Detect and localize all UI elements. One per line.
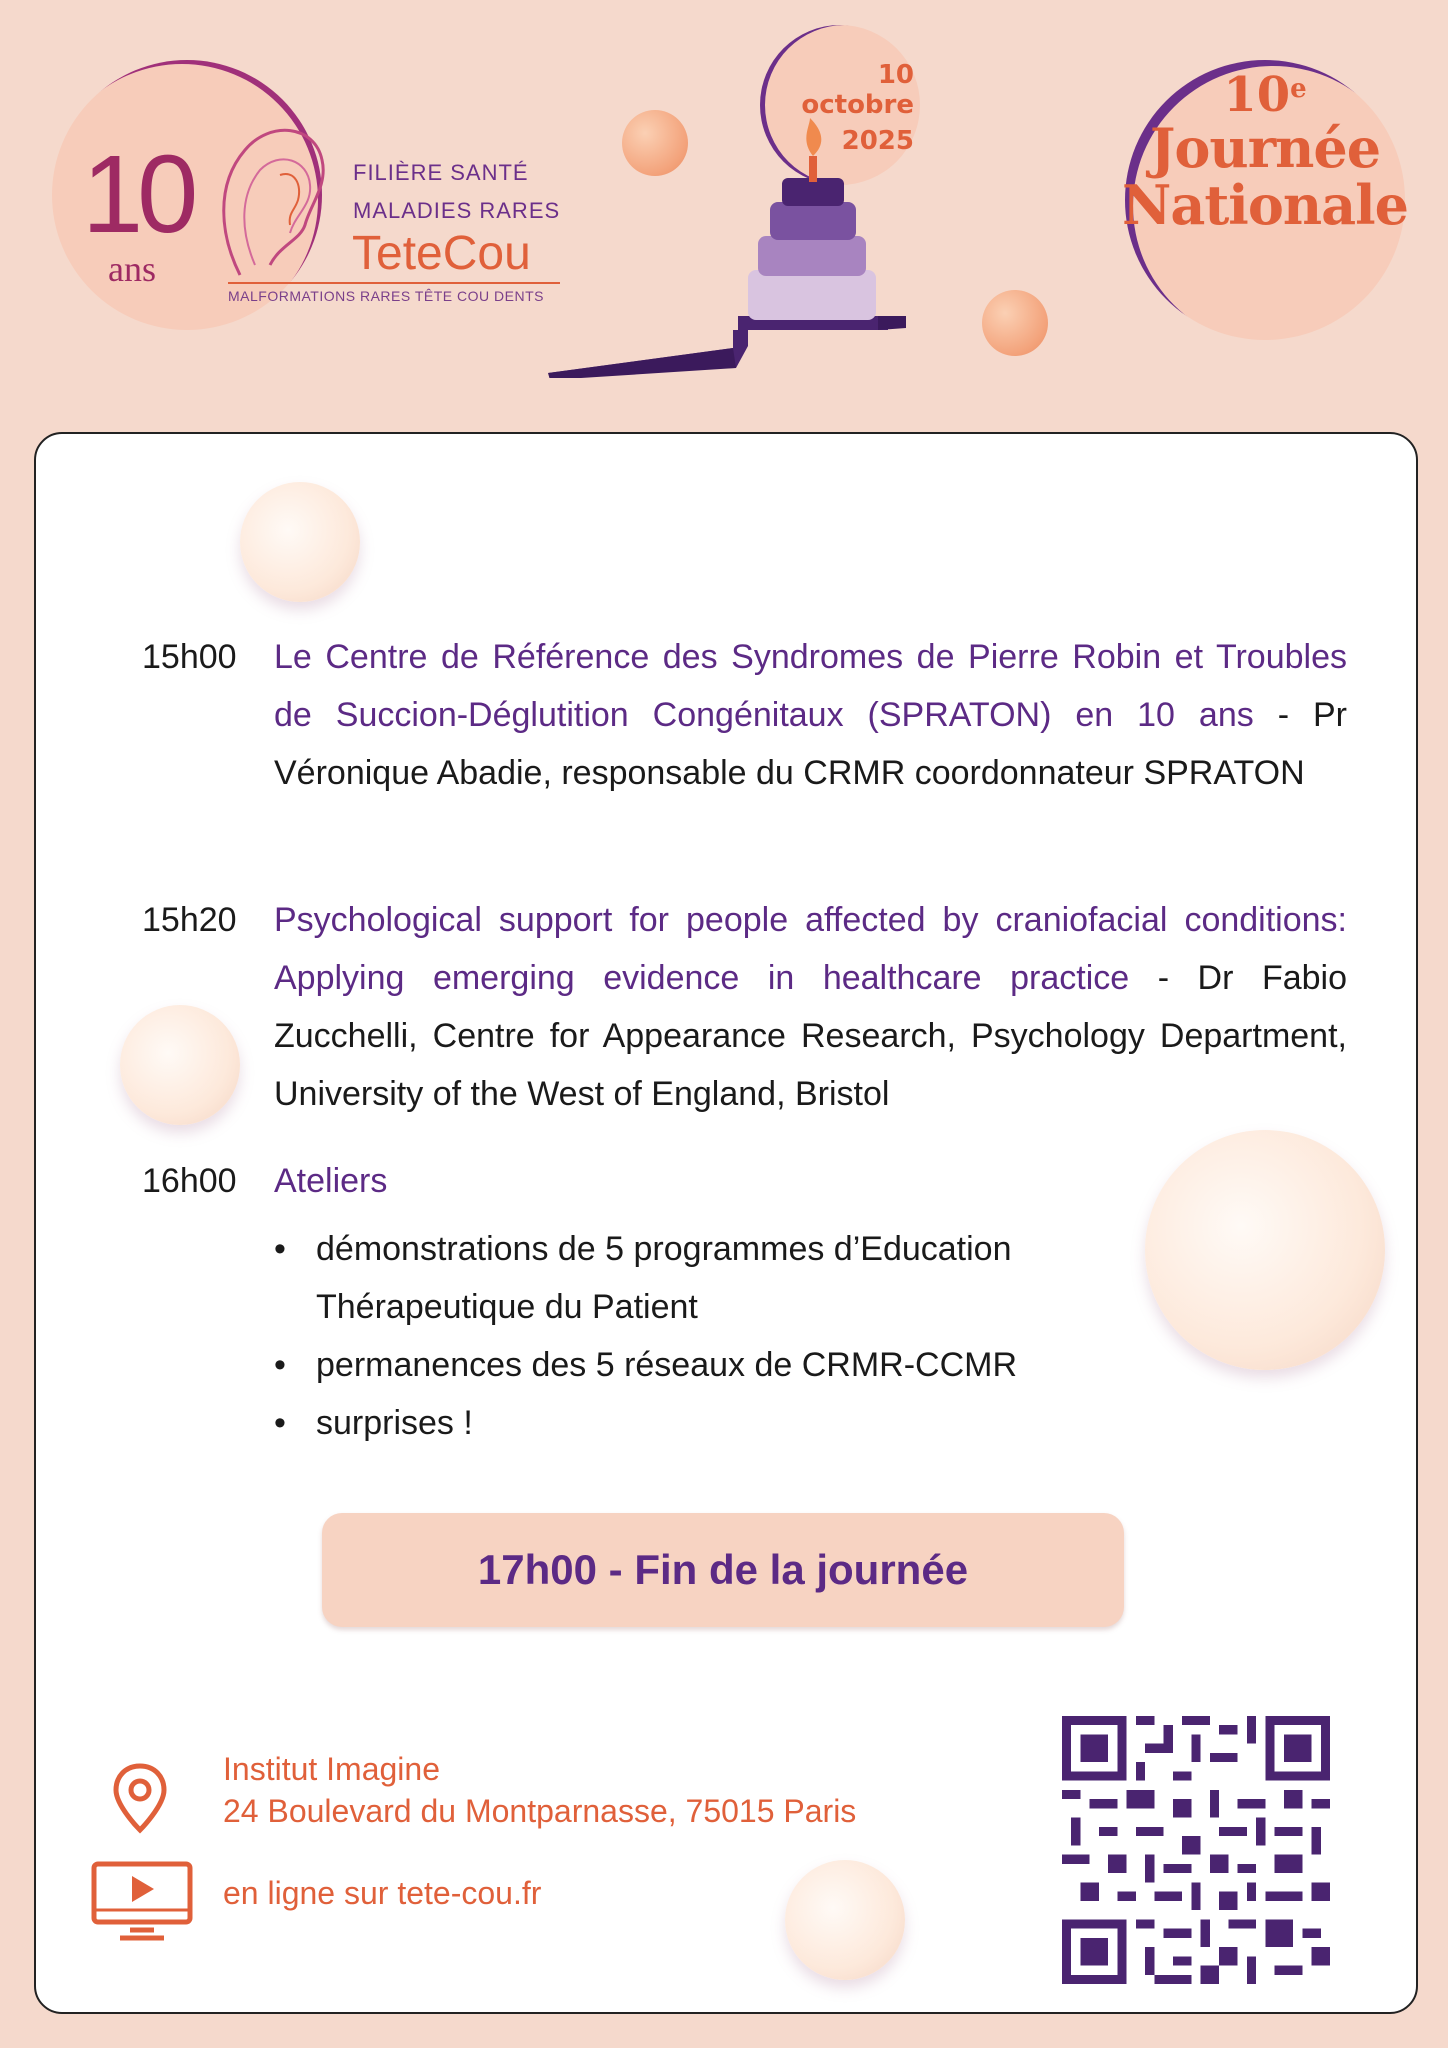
program-item (142, 891, 1347, 1131)
date-line1: 10 octobre (801, 60, 914, 120)
logo-brand: TeteCou (352, 227, 531, 280)
end-label: 17h00 - Fin de la journée (477, 1546, 969, 1593)
location-pin-icon (112, 1762, 168, 1834)
program-title: Le Centre de Référence des Syndromes de Pierre Robin et Troubles de Succion-Déglutition Congénitaux (SPRATON) en 10 ans (274, 638, 1347, 734)
event-suffix: e (1290, 74, 1307, 104)
qr-code (1062, 1716, 1330, 1984)
venue-name: Institut Imagine (223, 1751, 440, 1787)
decor-bubble (622, 110, 688, 176)
decor-bubble (240, 482, 360, 602)
logo-line1: FILIÈRE SANTÉ (353, 160, 529, 185)
event-word2: Nationale (1122, 173, 1408, 238)
program-title: Ateliers (274, 1162, 388, 1200)
online-screen-icon (90, 1860, 194, 1942)
decor-bubble (982, 290, 1048, 356)
program-text (274, 891, 1347, 1123)
venue-address: 24 Boulevard du Montparnasse, 75015 Paris (223, 1793, 857, 1829)
decor-bubble (785, 1860, 905, 1980)
event-title (1085, 67, 1445, 238)
end-of-day-banner (322, 1513, 1124, 1627)
logo-line2: MALADIES RARES (353, 198, 561, 223)
program-item (142, 628, 1347, 868)
logo-divider (228, 282, 560, 284)
online-link[interactable]: en ligne sur tete-cou.fr (223, 1875, 542, 1911)
program-speaker: - Pr Véronique Abadie, responsable du CRMR coordonnateur SPRATON (274, 696, 1347, 792)
program-text (274, 628, 1347, 802)
logo-tagline: MALFORMATIONS RARES TÊTE COU DENTS (228, 288, 544, 304)
event-number: 10 (1223, 67, 1291, 123)
program-time: 15h20 (142, 901, 237, 939)
cake-illustration (548, 118, 908, 378)
date-line2: 2025 (841, 126, 914, 156)
list-item: • surprises ! (274, 1394, 1154, 1452)
program-title: Psychological support for people affected by craniofacial conditions: Applying emerging evidence in healthcare practice (274, 901, 1347, 997)
program-speaker: - Dr Fabio Zucchelli, Centre for Appearance Research, Psychology Department, University of the West of England, Bristol (274, 959, 1347, 1113)
logo-ten: 10 (82, 133, 193, 256)
program-time: 16h00 (142, 1162, 237, 1200)
program-item (142, 1152, 1347, 1212)
program-time: 15h00 (142, 638, 237, 676)
list-item: • permanences des 5 réseaux de CRMR-CCMR (274, 1336, 1154, 1394)
workshop-list (274, 1220, 1154, 1452)
logo-ans: ans (108, 249, 156, 289)
event-word1: Journée (1149, 116, 1381, 181)
head-profile-icon (210, 115, 330, 285)
list-item: • démonstrations de 5 programmes d’Education Thérapeutique du Patient (274, 1220, 1154, 1336)
